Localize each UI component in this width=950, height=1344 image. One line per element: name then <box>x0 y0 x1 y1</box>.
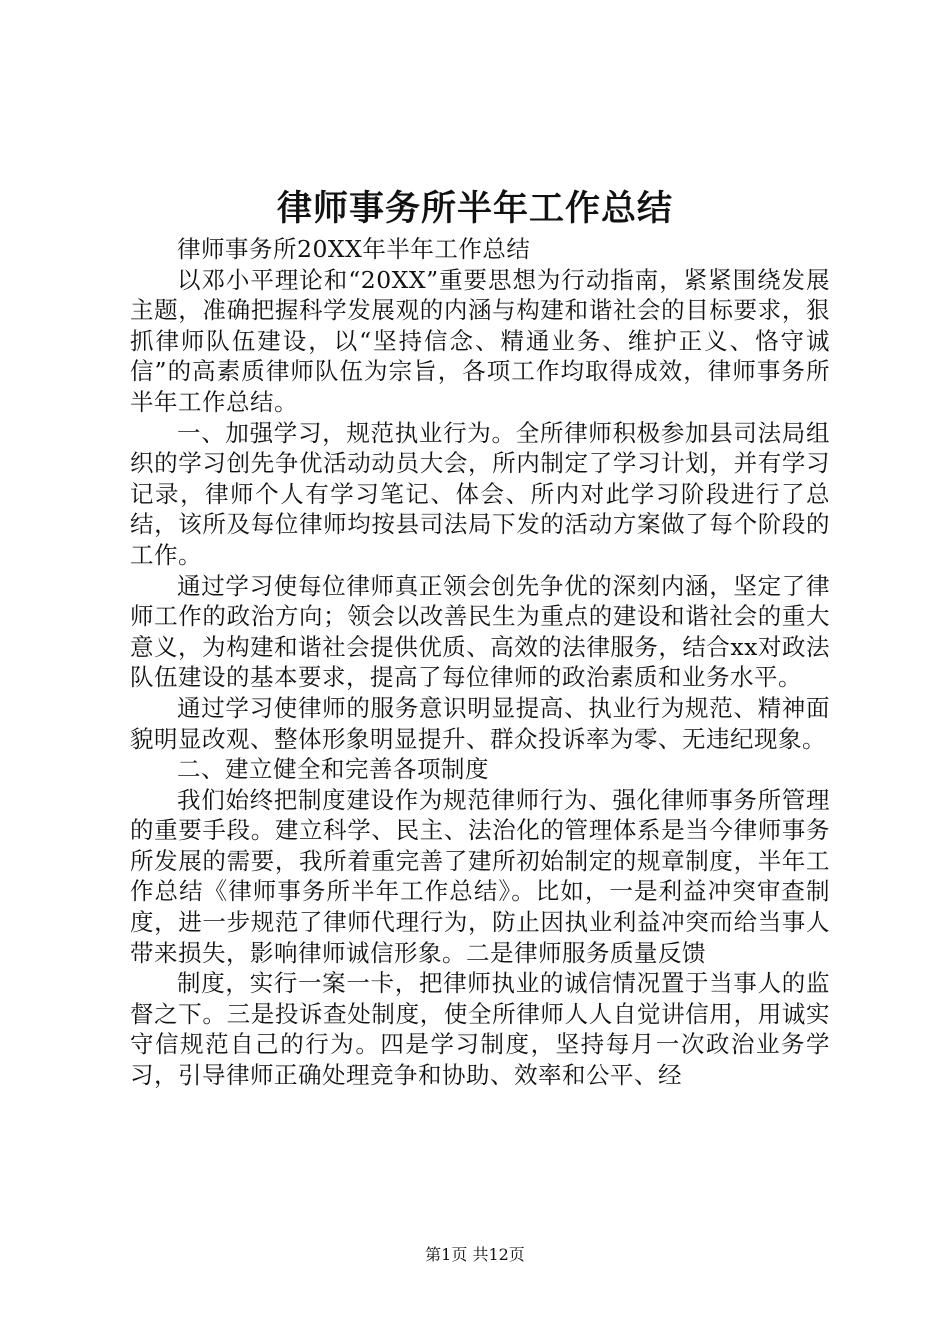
page-indicator: 第1页 共12页 <box>425 1245 525 1264</box>
paragraph-service-awareness: 通过学习使律师的服务意识明显提高、执业行为规范、精神面貌明显改观、整体形象明显提升、群众投诉率为零、无违纪现象。 <box>130 693 830 753</box>
page-title: 律师事务所半年工作总结 <box>276 188 673 229</box>
paragraph-system-continued: 制度，实行一案一卡，把律师执业的诚信情况置于当事人的监督之下。三是投诉查处制度，使全所律师人人自觉讲信用，用诚实守信规范自己的行为。四是学习制度，坚持每月一次政治业务学习，引导律师正确处理竞争和协助、效率和公平、经 <box>130 969 830 1090</box>
section-heading-2: 二、建立健全和完善各项制度 <box>177 755 489 784</box>
paragraph-study-effect: 通过学习使每位律师真正领会创先争优的深刻内涵，坚定了律师工作的政治方向；领会以改善民生为重点的建设和谐社会的重大意义，为构建和谐社会提供优质、高效的法律服务，结合xx对政法队伍建设的基本要求，提高了每位律师的政治素质和业务水平。 <box>130 571 830 692</box>
paragraph-section-1: 一、加强学习，规范执业行为。全所律师积极参加县司法局组织的学习创先争优活动动员大会，所内制定了学习计划，并有学习记录，律师个人有学习笔记、体会、所内对此学习阶段进行了总结，该所及每位律师均按县司法局下发的活动方案做了每个阶段的工作。 <box>130 418 830 569</box>
paragraph-subtitle: 律师事务所20XX年半年工作总结 <box>177 235 531 263</box>
paragraph-system-building: 我们始终把制度建设作为规范律师行为、强化律师事务所管理的重要手段。建立科学、民主、法治化的管理体系是当今律师事务所发展的需要，我所着重完善了建所初始制定的规章制度，半年工作总结《律师事务所半年工作总结》。比如，一是利益冲突审查制度，进一步规范了律师代理行为，防止因执业利益冲突而给当事人带来损失，影响律师诚信形象。二是律师服务质量反馈 <box>130 785 830 967</box>
paragraph-intro: 以邓小平理论和“20XX”重要思想为行动指南，紧紧围绕发展主题，准确把握科学发展观的内涵与构建和谐社会的目标要求，狠抓律师队伍建设，以“坚持信念、精通业务、维护正义、恪守诚信”的高素质律师队伍为宗旨，各项工作均取得成效，律师事务所半年工作总结。 <box>130 265 830 416</box>
document-body <box>130 234 830 1091</box>
